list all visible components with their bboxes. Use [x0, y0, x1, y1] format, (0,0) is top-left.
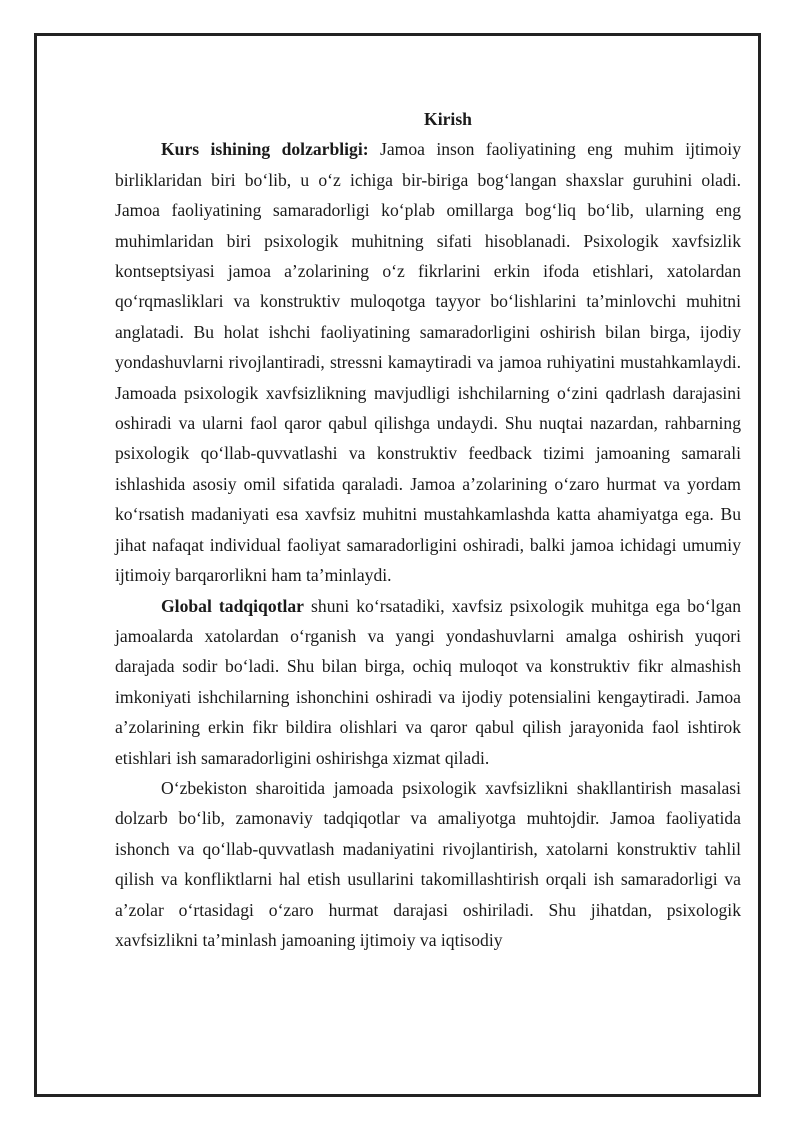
section-title: Kirish — [424, 109, 472, 129]
paragraph-lead: Global tadqiqotlar — [161, 595, 304, 616]
paragraph-lead: Kurs ishining dolzarbligi: — [161, 139, 369, 160]
paragraph-relevance — [115, 134, 741, 590]
paragraph-text: Jamoa inson faoliyatining eng muhim ijtimoiy birliklaridan biri bo‘lib, u o‘z ichiga bir-biriga bog‘langan shaxslar guruhini oladi. Jamoa faoliyatining samaradorligi ko‘plab omillarga bog‘liq bo‘lib, ularning eng muhimlaridan biri psixologik muhitning sifati hisoblanadi. Psixologik xavfsizlik kontseptsiyasi jamoa a’zolarining o‘z fikrlarini erkin ifoda etishlari, xatolardan qo‘rqmasliklari va konstruktiv muloqotga tayyor bo‘lishlarini ta’minlovchi muhitni anglatadi. Bu holat ishchi faoliyatining samaradorligini oshirish bilan birga, ijodiy yondashuvlarni rivojlantiradi, stressni kamaytiradi va jamoa ruhiyatini mustahkamlaydi. Jamoada psixologik xavfsizlikning mavjudligi ishchilarning o‘zini qadrlash darajasini oshiradi va ularni faol qaror qabul qilishga undaydi. Shu nuqtai nazardan, rahbarning psixologik qo‘llab-quvvatlashi va konstruktiv feedback tizimi jamoaning samarali ishlashida asosiy omil sifatida qaraladi. Jamoa a’zolarining o‘zaro hurmat va yordam ko‘rsatish madaniyati esa xavfsiz muhitni mustahkamlashda katta ahamiyatga ega. Bu jihat nafaqat individual faoliyat samaradorligini oshiradi, balki jamoa ichidagi umumiy ijtimoiy barqarorlikni ham ta’minlaydi. — [115, 139, 741, 586]
paragraph-uzbekistan — [115, 773, 741, 955]
document-body — [115, 104, 741, 955]
paragraph-text: O‘zbekiston sharoitida jamoada psixologik xavfsizlikni shakllantirish masalasi dolzarb bo‘lib, zamonaviy tadqiqotlar va amaliyotga muhtojdir. Jamoa faoliyatida ishonch va qo‘llab-quvvatlash madaniyatini rivojlantirish, xatolarni konstruktiv tahlil qilish va konfliktlarni hal etish usullarini takomillashtirish orqali ish samaradorligi va a’zolar o‘rtasidagi o‘zaro hurmat darajasi oshiriladi. Shu jihatdan, psixologik xavfsizlikni ta’minlash jamoaning ijtimoiy va iqtisodiy — [115, 777, 741, 950]
paragraph-text: shuni ko‘rsatadiki, xavfsiz psixologik muhitga ega bo‘lgan jamoalarda xatolardan o‘rganish va yangi yondashuvlarni amalga oshirish yuqori darajada sodir bo‘ladi. Shu bilan birga, ochiq muloqot va konstruktiv fikr almashish imkoniyati ishchilarning ishonchini oshiradi va ijodiy potensialini kengaytiradi. Jamoa a’zolarining erkin fikr bildira olishlari va qaror qabul qilish jarayonida faol ishtirok etishlari ish samaradorligini oshirishga xizmat qiladi. — [115, 595, 741, 768]
paragraph-global-research — [115, 591, 741, 773]
